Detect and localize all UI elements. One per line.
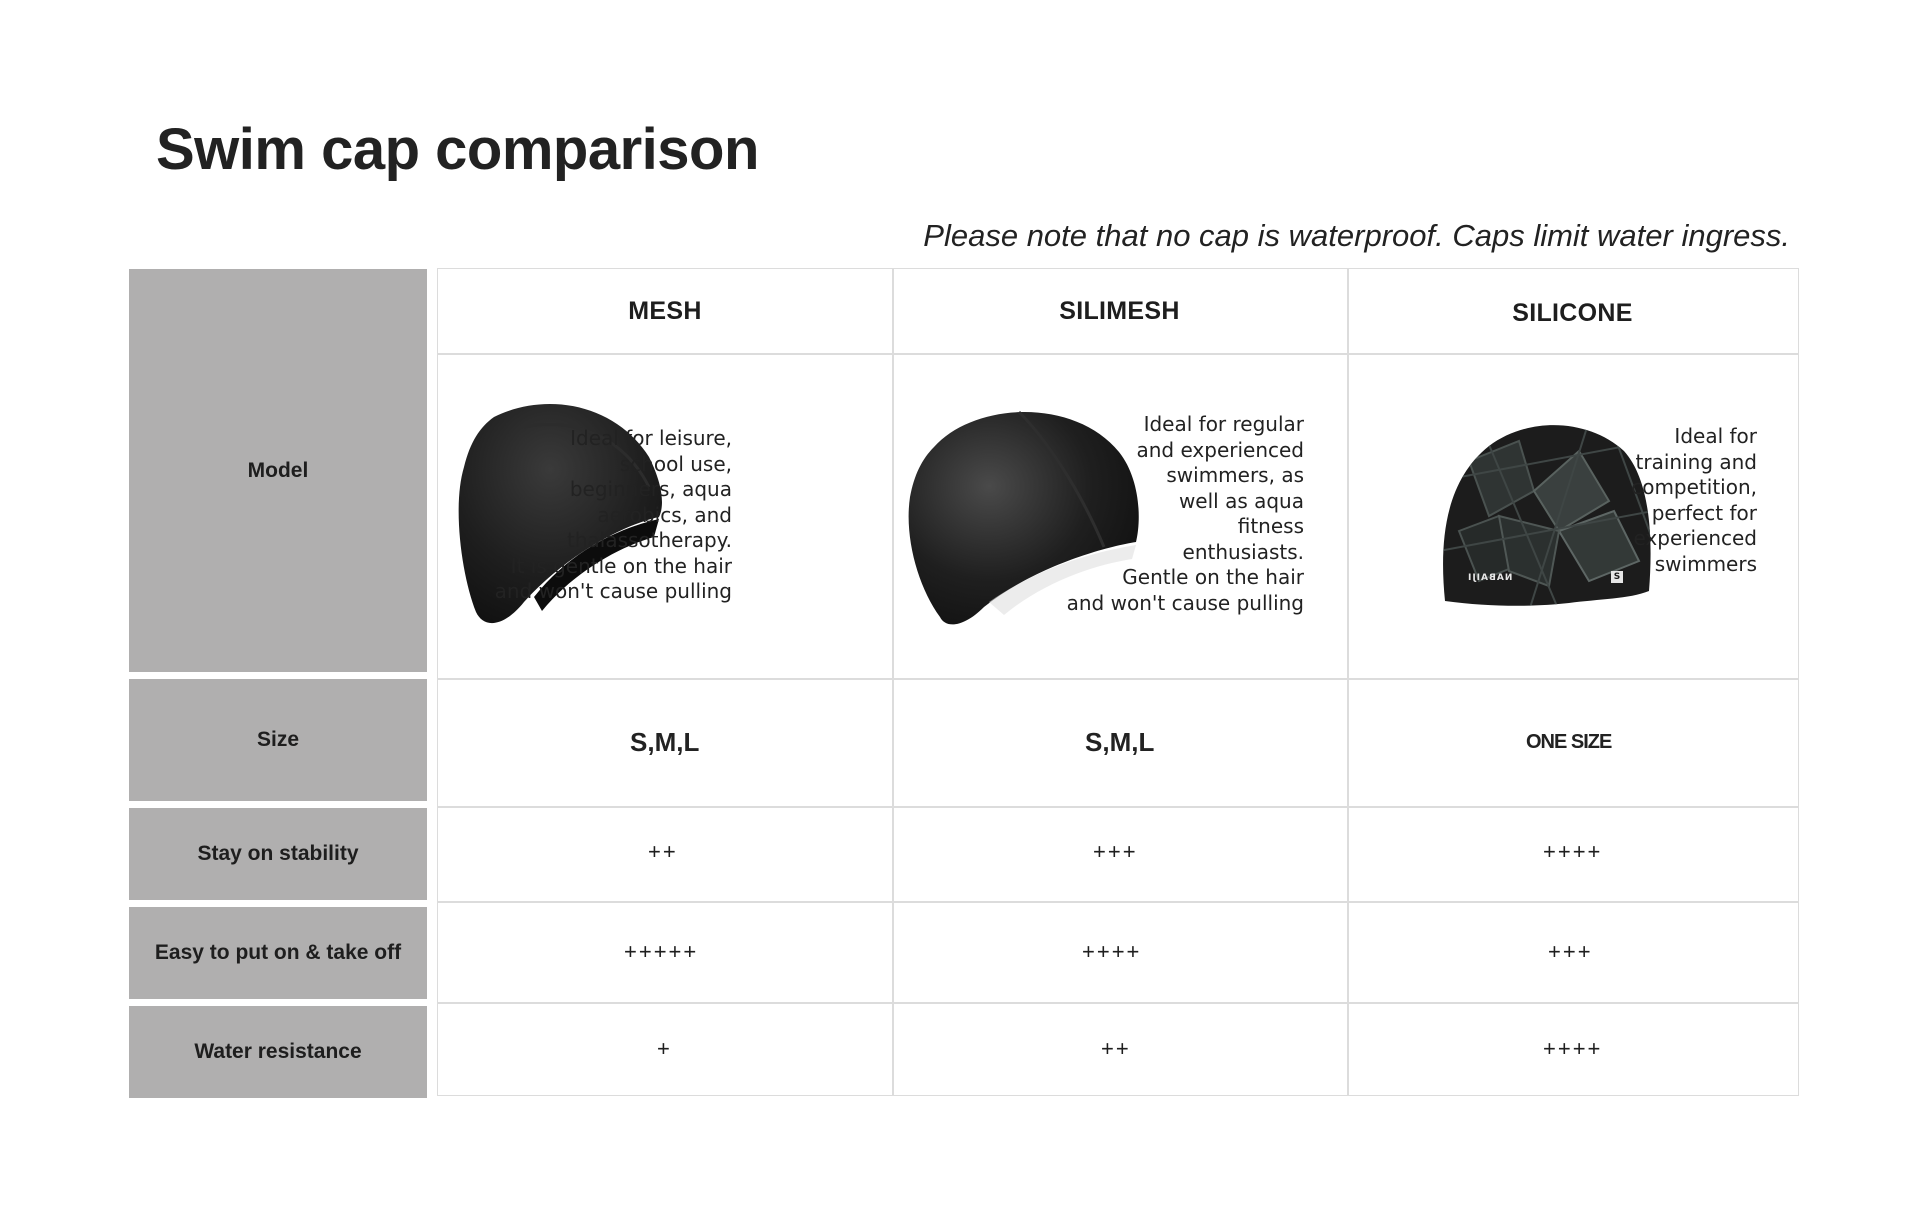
silicone-size: ONE SIZE xyxy=(1526,730,1612,753)
column-header-silicone: SILICONE xyxy=(1512,298,1633,327)
page-title: Swim cap comparison xyxy=(156,117,759,182)
row-label-easy-to-put-on: Easy to put on & take off xyxy=(129,907,427,999)
waterproof-note: Please note that no cap is waterproof. Caps limit water ingress. xyxy=(923,218,1790,253)
silicone-easy-rating: +++ xyxy=(1548,938,1593,964)
mesh-water-rating: + xyxy=(657,1035,672,1061)
column-header-mesh: MESH xyxy=(628,296,702,325)
row-label-stay-on-stability: Stay on stability xyxy=(129,808,427,900)
silimesh-description: Ideal for regular and experienced swimmers, as well as aqua fitness enthusiasts. Gentle on the hair and won't cause pulling xyxy=(1066,412,1304,615)
silicone-description: Ideal for training and competition, perfect for experienced swimmers xyxy=(1631,424,1757,576)
row-label-size: Size xyxy=(129,679,427,801)
silimesh-easy-rating: ++++ xyxy=(1082,938,1142,964)
silimesh-water-rating: ++ xyxy=(1101,1035,1131,1061)
silicone-cap-brand-print: NABAIJI xyxy=(1467,573,1513,583)
silicone-cap-size-badge: S xyxy=(1611,571,1623,583)
silimesh-stay-rating: +++ xyxy=(1093,839,1138,864)
row-label-model: Model xyxy=(129,269,427,672)
mesh-size: S,M,L xyxy=(630,726,700,757)
column-header-silimesh: SILIMESH xyxy=(1059,296,1180,325)
mesh-stay-rating: ++ xyxy=(648,839,678,864)
silicone-water-rating: ++++ xyxy=(1543,1035,1603,1061)
mesh-description: Ideal for leisure, school use, beginners, aqua aerobics, and thalassotherapy. It is gentle on the hair and won't cause pulling xyxy=(494,426,732,603)
silicone-stay-rating: ++++ xyxy=(1543,839,1603,864)
silicone-cap-image xyxy=(1439,421,1653,616)
comparison-table xyxy=(437,268,1799,1096)
row-label-water-resistance: Water resistance xyxy=(129,1006,427,1098)
silimesh-size: S,M,L xyxy=(1085,726,1155,757)
mesh-easy-rating: +++++ xyxy=(624,938,699,964)
